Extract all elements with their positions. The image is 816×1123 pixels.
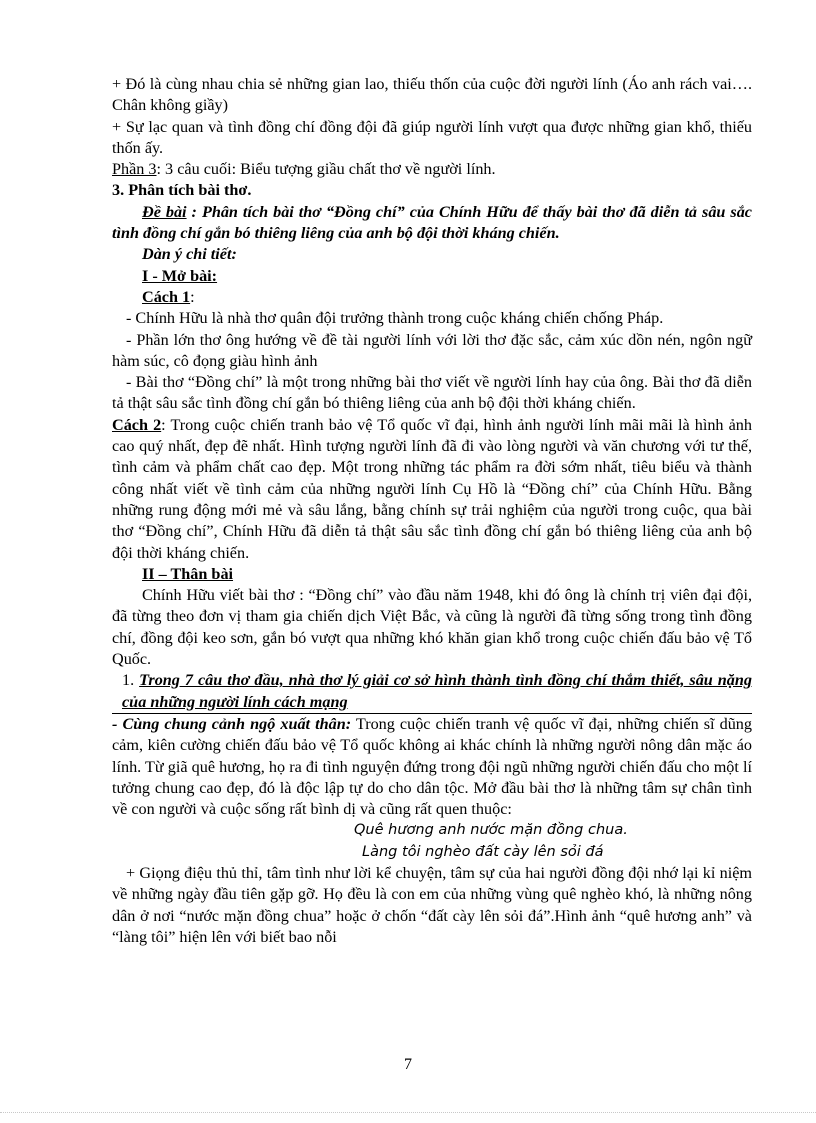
shared-origin-text: Trong cuộc chiến tranh vệ quốc vĩ đại, những chiến sĩ dũng cảm, kiên cường chiến đấu bảo vệ Tổ quốc không ai khác chính là những người nông dân mặc áo lính. Từ giã quê hương, họ ra đi tình nguyện đứng trong đội ngũ những người chiến đấu cho một lí tưởng chung cao đẹp, đó là độc lập tự do cho dân tộc. Mở đầu bài thơ là những tâm sự chân tình về con người và cuộc sống rất bình dị và cũng rất quen thuộc: — [112, 714, 752, 819]
outline-heading: Dàn ý chi tiết: — [142, 245, 237, 264]
shared-origin-label: - Cùng chung cảnh ngộ xuất thân: — [112, 714, 352, 733]
essay-prompt-text: : Phân tích bài thơ “Đồng chí” của Chính Hữu để thấy bài thơ đã diễn tả sâu sắc tình đồng chí gắn bó thiêng liêng của anh bộ đội thời kháng chiến. — [112, 202, 752, 243]
section-heading-analysis: 3. Phân tích bài thơ. — [112, 181, 252, 200]
intro-heading-text: I - Mở bài: — [142, 266, 218, 285]
page-bottom-divider — [0, 1112, 816, 1113]
subsection-1-heading — [112, 670, 752, 714]
part3-label: Phần 3 — [112, 160, 157, 179]
subsection-1-number: 1. — [122, 671, 140, 690]
subsection-1-title: Trong 7 câu thơ đầu, nhà thơ lý giải cơ sở hình thành tình đồng chí thắm thiết, sâu nặng của những người lính cách mạng — [122, 671, 752, 711]
method1-point3: - Bài thơ “Đồng chí” là một trong những bài thơ viết về người lính hay của ông. Bài thơ đã diễn tả thật sâu sắc tình đồng chí gắn bó thiêng liêng của anh bộ đội thời kháng chiến. — [112, 373, 752, 413]
paragraph-optimism: + Sự lạc quan và tình đồng chí đồng đội đã giúp người lính vượt qua được những gian khổ, thiếu thốn ấy. — [112, 117, 752, 157]
body-heading-text: II – Thân bài — [142, 564, 234, 583]
tone-paragraph: + Giọng điệu thủ thỉ, tâm tình như lời kể chuyện, tâm sự của hai người đồng đội nhớ lại kỉ niệm về những ngày đầu tiên gặp gỡ. Họ đều là con em của những vùng quê nghèo khó, là những nông dân ở nơi “nước mặn đồng chua” hoặc ở chốn “đất cày lên sỏi đá”.Hình ảnh “quê hương anh” và “làng tôi” hiện lên với biết bao nỗi — [112, 863, 752, 946]
body-intro-paragraph: Chính Hữu viết bài thơ : “Đồng chí” vào đầu năm 1948, khi đó ông là chính trị viên đại đội, đã từng theo đơn vị tham gia chiến dịch Việt Bắc, và cũng là người đã từng sống trong tình đồng chí, đồng đội keo sơn, gắn bó vượt qua những khó khăn gian khổ trong cuộc chiến đấu bảo vệ Tổ Quốc. — [112, 586, 752, 669]
essay-prompt — [112, 202, 752, 245]
method2-paragraph — [112, 415, 752, 564]
essay-prompt-label: Đề bài — [142, 202, 187, 221]
poem-line-1: Quê hương anh nước mặn đồng chua. — [354, 822, 628, 839]
body-heading — [112, 564, 752, 585]
method1-heading — [112, 287, 752, 308]
method2-text: : Trong cuộc chiến tranh bảo vệ Tổ quốc vĩ đại, hình ảnh người lính mãi mãi là hình ảnh cao quý nhất, đẹp đẽ nhất. Hình tượng người lính đã đi vào lòng người và văn chương với tư thế, tình cảm và phẩm chất cao đẹp. Một trong những tác phẩm ra đời sớm nhất, tiêu biểu và thành công nhất viết về tình cảm của những người lính Cụ Hồ là “Đồng chí” của Chính Hữu. Bằng những rung động mới mẻ và sâu lắng, bằng chính sự trải nghiệm của người trong cuộc, qua bài thơ “Đồng chí”, Chính Hữu đã diễn tả thật sâu sắc tình đồng chí gắn bó thiêng liêng của anh bộ đội thời kháng chiến. — [112, 415, 752, 562]
intro-heading — [112, 266, 752, 287]
method1-label: Cách 1 — [142, 287, 191, 306]
document-body — [112, 74, 752, 948]
poem-line-2: Làng tôi nghèo đất cày lên sỏi đá — [362, 843, 604, 860]
method2-label: Cách 2 — [112, 415, 162, 434]
method1-point1: - Chính Hữu là nhà thơ quân đội trưởng thành trong cuộc kháng chiến chống Pháp. — [126, 309, 664, 328]
paragraph-part3 — [112, 159, 752, 180]
paragraph-hardship: + Đó là cùng nhau chia sẻ những gian lao, thiếu thốn của cuộc đời người lính (Áo anh rách vai…. Chân không giầy) — [112, 75, 752, 115]
part3-text: : 3 câu cuối: Biểu tượng giầu chất thơ về người lính. — [156, 160, 496, 179]
method1-colon: : — [190, 287, 195, 306]
method1-point2: - Phần lớn thơ ông hướng về đề tài người lính với lời thơ đặc sắc, cảm xúc dồn nén, ngôn ngữ hàm súc, cô đọng giàu hình ảnh — [112, 330, 752, 370]
page-number: 7 — [404, 1056, 412, 1073]
shared-origin-paragraph — [112, 714, 752, 820]
